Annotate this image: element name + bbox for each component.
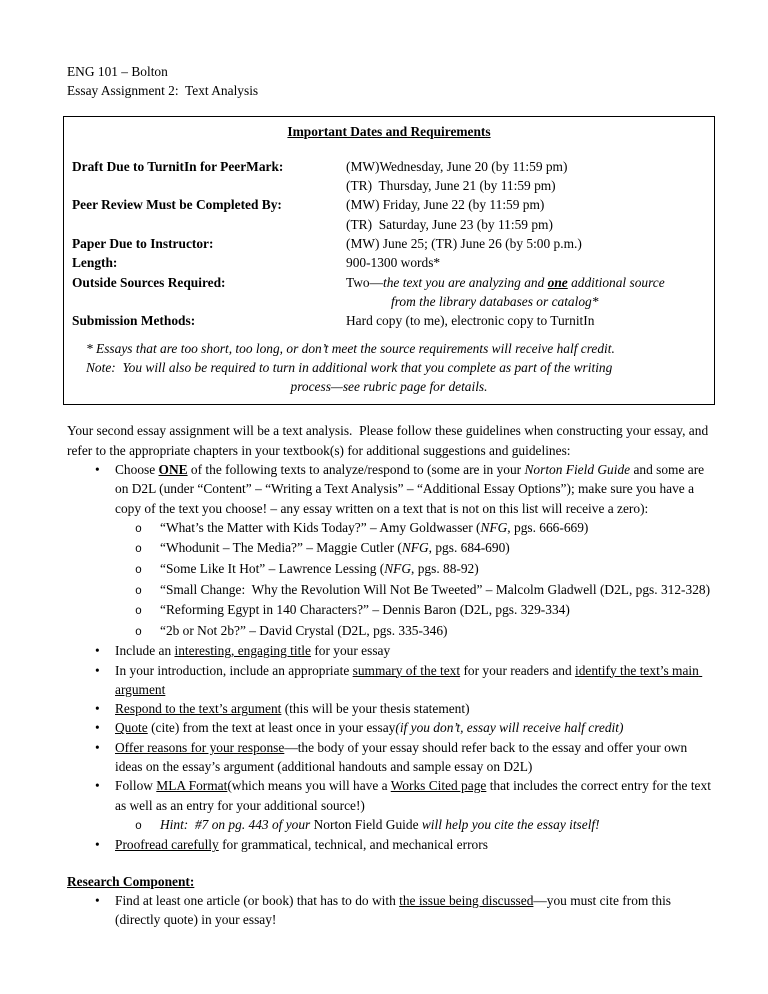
text-segment: , pgs. 684-690) xyxy=(428,540,510,556)
text-segment: ONE xyxy=(158,462,188,478)
text-segment: for your essay xyxy=(310,643,391,659)
list-item xyxy=(67,460,712,518)
text-segment: that includes the correct entry for the text as well as an entry for your additional source!) xyxy=(115,778,715,813)
list-item-text xyxy=(115,738,712,777)
footnote-line: process—see rubric page for details. xyxy=(290,379,488,395)
list-item xyxy=(67,600,712,621)
text-segment: additional source xyxy=(567,274,665,290)
research-component-heading xyxy=(67,872,712,891)
dates-row xyxy=(64,273,714,292)
text-segment: (if you don’t, essay will receive half credit) xyxy=(395,720,624,736)
list-item-text xyxy=(160,538,712,557)
list-item xyxy=(67,699,712,718)
text-segment: Two— xyxy=(346,274,384,290)
text-segment: the text you are analyzing and xyxy=(383,274,548,290)
dates-row xyxy=(64,157,714,176)
list-item xyxy=(67,718,712,737)
list-item-text xyxy=(115,891,712,930)
text-segment: MLA Format xyxy=(156,778,228,794)
dates-row xyxy=(64,215,714,234)
dates-row xyxy=(64,311,714,330)
dates-row-label: Outside Sources Required: xyxy=(72,274,226,290)
spacer xyxy=(64,141,714,157)
text-segment: “2b or Not 2b?” – David Crystal (D2L, pgs. 335-346) xyxy=(160,622,448,638)
footnote-line: * Essays that are too short, too long, or don’t meet the source requirements will receive half credit. xyxy=(86,340,615,356)
text-segment: (this will be your thesis statement) xyxy=(281,701,470,717)
dates-row-value: (TR) Saturday, June 23 (by 11:59 pm) xyxy=(346,216,553,232)
text-segment: —the body of your essay should refer back to the essay and offer your own ideas on the essay’s argument (additional handouts and sample essay on D2L) xyxy=(115,739,691,774)
text-segment: one xyxy=(547,274,568,290)
text-segment: Norton Field Guide xyxy=(313,816,419,832)
dates-row xyxy=(64,176,714,195)
list-item xyxy=(67,580,712,601)
list-item-text xyxy=(115,835,712,854)
dates-box-title-text: Important Dates and Requirements xyxy=(287,123,491,139)
text-segment: NFG xyxy=(401,540,429,556)
dates-row-label xyxy=(72,292,346,311)
list-item xyxy=(67,738,712,777)
list-item-text xyxy=(160,559,712,578)
bullet-icon xyxy=(95,718,115,737)
circle-bullet-icon xyxy=(135,580,160,601)
text-segment: Hint: #7 on pg. 443 of your xyxy=(160,816,314,832)
text-segment: Choose xyxy=(115,462,159,478)
text-segment: will help you cite the essay itself! xyxy=(418,816,600,832)
intro-paragraph: Your second essay assignment will be a text analysis. Please follow these guidelines when constructing your essay, and refer to the appropriate chapters in your textbook(s) for additional suggestions and guidelines: xyxy=(67,423,712,458)
dates-row-label: Paper Due to Instructor: xyxy=(72,236,214,252)
circle-bullet-icon xyxy=(135,815,160,836)
dates-row-value: Hard copy (to me), electronic copy to TurnitIn xyxy=(346,313,595,329)
dates-row xyxy=(64,234,714,253)
bullet-icon xyxy=(95,738,115,757)
text-segment: Norton Field Guide xyxy=(524,462,631,478)
bullet-icon xyxy=(95,699,115,718)
text-segment: Find at least one article (or book) that has to do with xyxy=(115,893,400,909)
list-item xyxy=(67,518,712,539)
text-segment: “Small Change: Why the Revolution Will Not Be Tweeted” – Malcolm Gladwell (D2L, pgs. 312-328) xyxy=(160,581,711,597)
dates-row-label xyxy=(72,215,346,234)
text-segment: Respond to the text’s argument xyxy=(115,701,282,717)
circle-bullet-icon xyxy=(135,559,160,580)
text-segment: Follow xyxy=(115,778,157,794)
list-item-text xyxy=(115,718,712,737)
list-item-text xyxy=(115,776,715,815)
footnote xyxy=(64,339,714,397)
text-segment: interesting, engaging title xyxy=(174,643,311,659)
text-segment: summary of the text xyxy=(352,662,461,678)
dates-box-title xyxy=(64,122,714,141)
important-dates-box xyxy=(63,116,715,406)
circle-bullet-icon xyxy=(135,538,160,559)
dates-row-value: (TR) Thursday, June 21 (by 11:59 pm) xyxy=(346,178,556,194)
circle-bullet-icon xyxy=(135,600,160,621)
dates-row-label xyxy=(72,176,346,195)
list-item-text xyxy=(115,641,712,660)
dates-row-label: Draft Due to TurnitIn for PeerMark: xyxy=(72,158,284,174)
bullet-icon xyxy=(95,891,115,910)
bullet-icon xyxy=(95,776,115,795)
list-item-text xyxy=(160,580,712,599)
text-segment: Quote xyxy=(115,720,148,736)
text-segment: “Reforming Egypt in 140 Characters?” – Dennis Baron (D2L, pgs. 329-334) xyxy=(160,602,570,618)
research-component-heading-text: Research Component: xyxy=(67,873,195,889)
dates-row-label: Peer Review Must be Completed By: xyxy=(72,197,282,213)
list-item xyxy=(67,641,712,660)
spacer xyxy=(64,331,714,339)
text-segment: NFG xyxy=(384,561,412,577)
text-segment: “What’s the Matter with Kids Today?” – Amy Goldwasser ( xyxy=(160,519,481,535)
list-item-text xyxy=(115,661,712,700)
text-segment: (cite) from the text at least once in your essay xyxy=(147,720,396,736)
dates-row-value: 900-1300 words* xyxy=(346,255,441,271)
bullet-icon xyxy=(95,661,115,680)
dates-row-value: (MW) June 25; (TR) June 26 (by 5:00 p.m.) xyxy=(346,236,582,252)
text-segment: (which means you will have a xyxy=(227,778,391,794)
list-item-text xyxy=(160,815,712,834)
list-item-text xyxy=(115,460,712,518)
bullet-icon xyxy=(95,835,115,854)
bullet-icon xyxy=(95,641,115,660)
text-segment: , pgs. 666-669) xyxy=(507,519,589,535)
text-segment: , pgs. 88-92) xyxy=(411,561,479,577)
text-segment: for grammatical, technical, and mechanical errors xyxy=(218,837,488,853)
text-segment: for your readers and xyxy=(460,662,575,678)
text-segment: identify the text’s main argument xyxy=(115,662,703,697)
list-item xyxy=(67,538,712,559)
text-segment: Works Cited page xyxy=(390,778,487,794)
list-item xyxy=(67,661,712,700)
text-segment: “Whodunit – The Media?” – Maggie Cutler ( xyxy=(160,540,402,556)
list-item-text xyxy=(160,518,712,537)
list-item-text xyxy=(115,699,712,718)
list-item xyxy=(67,621,712,642)
list-item xyxy=(67,835,712,854)
dates-row xyxy=(64,253,714,272)
text-segment: the issue being discussed xyxy=(399,893,534,909)
assignment-title: Essay Assignment 2: Text Analysis xyxy=(67,83,259,99)
list-item xyxy=(67,815,712,836)
text-segment: Offer reasons for your response xyxy=(115,739,285,755)
circle-bullet-icon xyxy=(135,621,160,642)
list-item-text xyxy=(160,621,712,640)
dates-row-label: Length: xyxy=(72,255,118,271)
bullet-icon xyxy=(95,460,115,479)
text-segment: “Some Like It Hot” – Lawrence Lessing ( xyxy=(160,561,385,577)
dates-row-value: (MW) Friday, June 22 (by 11:59 pm) xyxy=(346,197,545,213)
list-item xyxy=(67,559,712,580)
text-segment: and some are on D2L (under “Content” – “Writing a Text Analysis” – “Additional Essay Options”); make sure you have a copy of the text you choose! – any essay written on a text that is not on this list will receive a zero): xyxy=(115,462,708,516)
dates-row-value: from the library databases or catalog* xyxy=(391,293,599,309)
text-segment: NFG xyxy=(480,519,508,535)
dates-row-label: Submission Methods: xyxy=(72,313,196,329)
list-item-text xyxy=(160,600,712,619)
dates-row xyxy=(64,292,714,311)
dates-row-value xyxy=(346,273,708,292)
text-segment: In your introduction, include an appropriate xyxy=(115,662,353,678)
text-segment: —you must cite from this (directly quote) in your essay! xyxy=(115,893,675,928)
course-title: ENG 101 – Bolton xyxy=(67,64,168,79)
dates-row xyxy=(64,195,714,214)
footnote-line: Note: You will also be required to turn in additional work that you complete as part of the writing xyxy=(86,359,613,375)
dates-row-value: (MW)Wednesday, June 20 (by 11:59 pm) xyxy=(346,158,568,174)
text-segment: Include an xyxy=(115,643,175,659)
text-segment: of the following texts to analyze/respond to (some are in your xyxy=(187,462,525,478)
list-item xyxy=(67,891,712,930)
circle-bullet-icon xyxy=(135,518,160,539)
list-item xyxy=(67,776,715,815)
text-segment: Proofread carefully xyxy=(115,837,219,853)
